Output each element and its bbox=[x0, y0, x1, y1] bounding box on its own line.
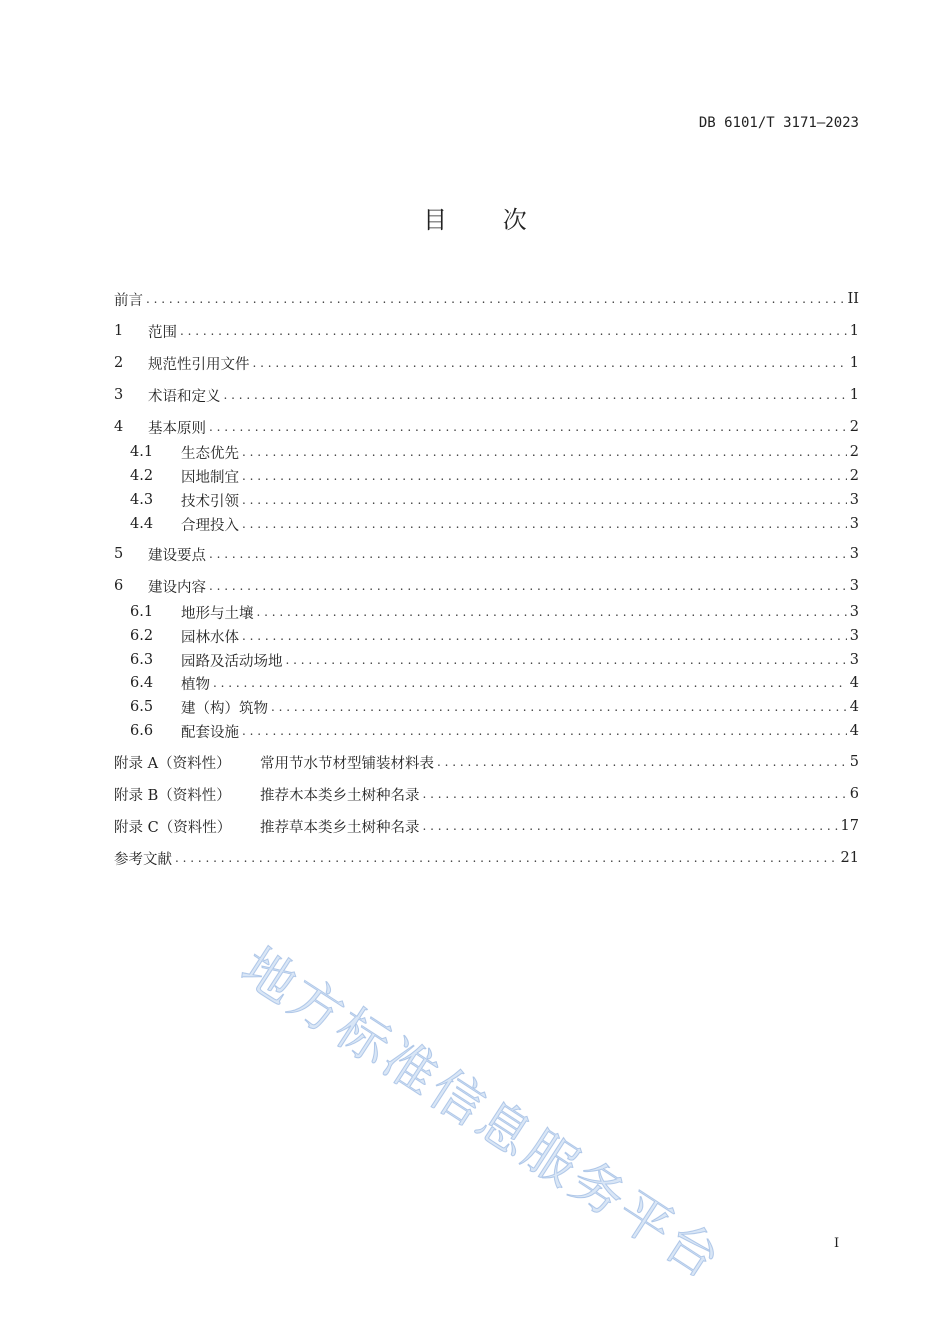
toc-entry-page: 3 bbox=[849, 492, 859, 508]
page-number: I bbox=[834, 1236, 840, 1251]
toc-entry-title: 生态优先 bbox=[181, 445, 239, 462]
toc-entry-page: 6 bbox=[849, 786, 859, 802]
toc-entry[interactable] bbox=[114, 816, 859, 836]
dot-leader bbox=[271, 700, 847, 714]
dot-leader bbox=[242, 493, 847, 507]
dot-leader bbox=[242, 724, 847, 738]
toc-entry[interactable] bbox=[114, 848, 859, 868]
dot-leader bbox=[437, 755, 847, 769]
toc-entry-number: 附录 C（资料性） bbox=[114, 819, 232, 836]
toc-entry-number: 6.5 bbox=[130, 699, 154, 715]
toc-entry-title: 建（构）筑物 bbox=[181, 700, 268, 717]
toc-entry[interactable] bbox=[114, 289, 859, 309]
toc-entry-number: 参考文献 bbox=[114, 851, 172, 868]
toc-entry-page: II bbox=[847, 291, 859, 307]
toc-entry-page: 4 bbox=[849, 699, 859, 715]
toc-entry[interactable] bbox=[114, 784, 859, 804]
dot-leader bbox=[253, 356, 847, 370]
toc-entry[interactable] bbox=[114, 576, 859, 596]
toc-entry-number: 4 bbox=[114, 419, 124, 435]
toc-entry-title: 术语和定义 bbox=[148, 388, 221, 405]
dot-leader bbox=[242, 517, 847, 531]
toc-entry-page: 3 bbox=[849, 652, 859, 668]
toc-entry[interactable] bbox=[114, 417, 859, 437]
toc-entry[interactable] bbox=[130, 697, 859, 717]
dot-leader bbox=[257, 605, 847, 619]
toc-entry-title: 技术引领 bbox=[181, 493, 239, 510]
toc-entry-title: 常用节水节材型铺装材料表 bbox=[260, 755, 434, 772]
dot-leader bbox=[209, 420, 847, 434]
toc-entry-number: 6.2 bbox=[130, 628, 154, 644]
toc-entry-title: 配套设施 bbox=[181, 724, 239, 741]
watermark: 地方标准信息服务平台 bbox=[230, 936, 734, 1293]
toc-entry-number: 前言 bbox=[114, 292, 143, 309]
toc-entry-title: 因地制宜 bbox=[181, 469, 239, 486]
dot-leader bbox=[146, 292, 845, 306]
toc-entry[interactable] bbox=[130, 650, 859, 670]
toc-entry-page: 3 bbox=[849, 578, 859, 594]
toc-entry-title: 园林水体 bbox=[181, 629, 239, 646]
dot-leader bbox=[224, 388, 847, 402]
document-code: DB 6101/T 3171—2023 bbox=[698, 115, 859, 131]
toc-entry-page: 3 bbox=[849, 628, 859, 644]
toc-entry-number: 4.4 bbox=[130, 516, 154, 532]
toc-entry[interactable] bbox=[130, 514, 859, 534]
dot-leader bbox=[242, 469, 847, 483]
toc-entry-page: 21 bbox=[840, 850, 859, 866]
toc-entry[interactable] bbox=[114, 544, 859, 564]
toc-entry-number: 4.3 bbox=[130, 492, 154, 508]
toc-entry-page: 3 bbox=[849, 516, 859, 532]
toc-entry-title: 建设要点 bbox=[148, 547, 206, 564]
toc-entry-number: 4.2 bbox=[130, 468, 154, 484]
toc-entry-page: 17 bbox=[840, 818, 859, 834]
toc-entry-number: 1 bbox=[114, 323, 124, 339]
toc-entry[interactable] bbox=[130, 442, 859, 462]
toc-entry-number: 6.4 bbox=[130, 675, 154, 691]
toc-entry-page: 4 bbox=[849, 723, 859, 739]
toc-entry-number: 6.3 bbox=[130, 652, 154, 668]
toc-entry-page: 2 bbox=[849, 444, 859, 460]
toc-entry-title: 植物 bbox=[181, 676, 210, 693]
dot-leader bbox=[423, 787, 847, 801]
dot-leader bbox=[213, 676, 847, 690]
toc-entry[interactable] bbox=[130, 626, 859, 646]
toc-entry-page: 2 bbox=[849, 419, 859, 435]
dot-leader bbox=[175, 851, 838, 865]
toc-entry-number: 6.1 bbox=[130, 604, 154, 620]
toc-entry-title: 建设内容 bbox=[148, 579, 206, 596]
toc-entry[interactable] bbox=[114, 752, 859, 772]
page-title: 目 次 bbox=[423, 206, 551, 234]
dot-leader bbox=[209, 547, 847, 561]
toc-entry-title: 推荐草本类乡土树种名录 bbox=[260, 819, 420, 836]
toc-entry-page: 3 bbox=[849, 604, 859, 620]
toc-entry-number: 附录 A（资料性） bbox=[114, 755, 231, 772]
toc-entry-page: 3 bbox=[849, 546, 859, 562]
toc-entry-title: 推荐木本类乡土树种名录 bbox=[260, 787, 420, 804]
toc-entry[interactable] bbox=[130, 673, 859, 693]
toc-entry-page: 1 bbox=[849, 323, 859, 339]
toc-entry-number: 2 bbox=[114, 355, 124, 371]
toc-entry-number: 4.1 bbox=[130, 444, 154, 460]
dot-leader bbox=[286, 653, 847, 667]
toc-entry-title: 园路及活动场地 bbox=[181, 653, 283, 670]
toc-entry-title: 规范性引用文件 bbox=[148, 356, 250, 373]
dot-leader bbox=[423, 819, 838, 833]
toc-entry[interactable] bbox=[130, 721, 859, 741]
toc-entry[interactable] bbox=[114, 353, 859, 373]
toc-entry[interactable] bbox=[114, 321, 859, 341]
toc-entry[interactable] bbox=[130, 466, 859, 486]
toc-entry[interactable] bbox=[130, 490, 859, 510]
toc-entry-page: 1 bbox=[849, 387, 859, 403]
dot-leader bbox=[242, 445, 847, 459]
toc-entry-page: 2 bbox=[849, 468, 859, 484]
toc-entry[interactable] bbox=[114, 385, 859, 405]
toc-entry-page: 1 bbox=[849, 355, 859, 371]
dot-leader bbox=[209, 579, 847, 593]
toc-entry-title: 范围 bbox=[148, 324, 177, 341]
toc-entry-number: 附录 B（资料性） bbox=[114, 787, 231, 804]
dot-leader bbox=[180, 324, 847, 338]
toc-entry-title: 基本原则 bbox=[148, 420, 206, 437]
toc-entry-page: 4 bbox=[849, 675, 859, 691]
toc-entry-number: 5 bbox=[114, 546, 124, 562]
toc-entry-number: 6 bbox=[114, 578, 124, 594]
dot-leader bbox=[242, 629, 847, 643]
toc-entry-page: 5 bbox=[849, 754, 859, 770]
toc-entry[interactable] bbox=[130, 602, 859, 622]
toc-entry-title: 合理投入 bbox=[181, 517, 239, 534]
toc-entry-title: 地形与土壤 bbox=[181, 605, 254, 622]
toc-entry-number: 3 bbox=[114, 387, 124, 403]
toc-entry-number: 6.6 bbox=[130, 723, 154, 739]
